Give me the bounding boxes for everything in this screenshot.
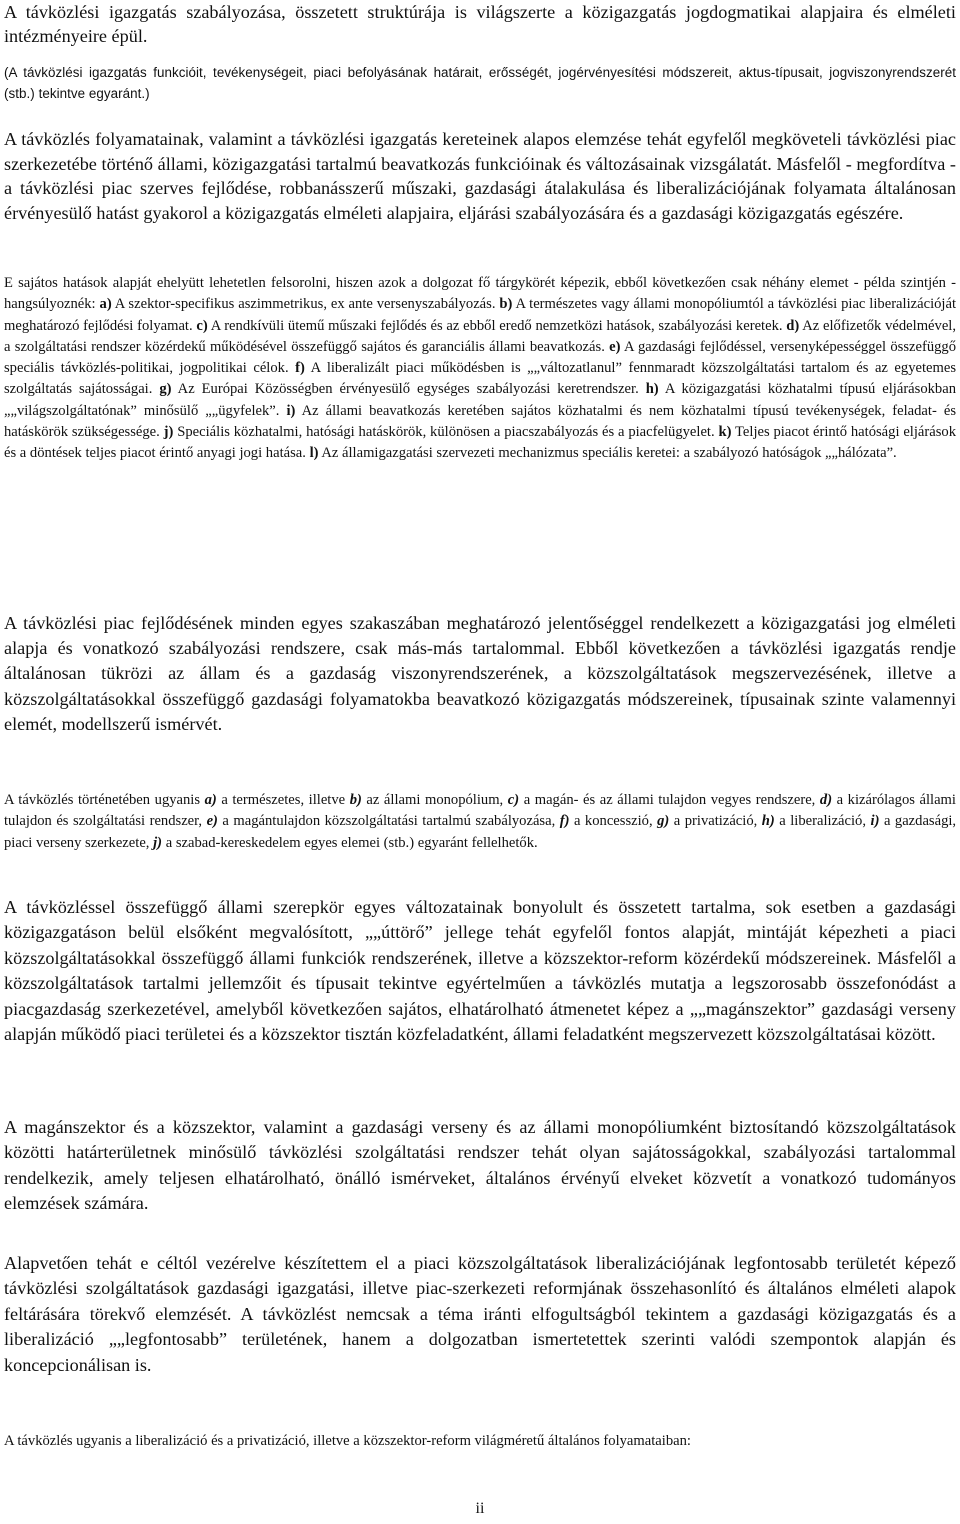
history-intro: A távközlés történetében ugyanis: [4, 792, 201, 808]
list-marker: j): [163, 424, 174, 441]
paragraph-sectors: A magánszektor és a közszektor, valamint a gazdasági verseny és az állami monopóliumként biztosítandó közszolgáltatások közötti határterületnek minősülő távközlési szolgáltatási rendszer tehát olyan sajátosságokkal, szabályozási tartalommal rendelkezik, amely teljesen elhatárolható, önálló ismérveket, általános érvényű elveket közvetít a vonatkozó tudományos elemzések számára.: [4, 1117, 956, 1214]
list-marker: d): [819, 792, 833, 808]
list-item-text: A szektor-specifikus aszimmetrikus, ex ante versenyszabályozás.: [114, 296, 496, 313]
list-item-text: Az előfizetők védelmével, a szolgáltatási rendszer közérdekű működésével összefüggő sajátos és garanciális állami beavatkozás.: [4, 317, 957, 355]
list-item-text: A természetes vagy állami monopóliumtól a távközlési piac liberalizációját meghatározó fejlődési folyamat.: [4, 296, 957, 334]
list-item-text: a magántulajdon közszolgáltatási tartalmú szabályozása,: [222, 813, 556, 830]
paragraph-analysis: A távközlés folyamatainak, valamint a távközlési igazgatás kereteinek alapos elemzése tehát egyfelől megköveteli távközlési piac szerkezetébe történő állami, közigazgatási tartalmú beavatkozás funkcióinak és változásainak vizsgálatát. Másfelől - megfordítva - a távközlési piac szerves fejlődése, robbanásszerű műszaki, gazdasági átalakulása és liberalizációjának folyamata általánosan érvényesülő hatást gyakorol a közigazgatás elméleti alapjaira, eljárási szabályozására és a gazdasági közigazgatás egészére.: [4, 129, 956, 223]
paragraph-intro: A távközlési igazgatás szabályozása, összetett struktúrája is világszerte a közigazgatás jogdogmatikai alapjaira és elméleti intézményeire épül.: [4, 2, 956, 47]
list-marker: i): [870, 813, 880, 830]
list-item-text: A közigazgatási közhatalmi típusú eljárásokban „„világszolgáltatónak” minősülő „„ügyfelek”.: [4, 381, 957, 419]
list-marker: b): [349, 792, 362, 808]
paragraph-effects-list: [4, 273, 956, 465]
paragraph-purpose: Alapvetően tehát e céltól vezérelve készítettem el a piaci közszolgáltatások liberalizációjának legfontosabb területét képező távközlési szolgáltatások gazdasági igazgatási, illetve piac-szerkezeti reformjának összehasonlító és általános elméleti alapok feltárására törekvő elemzését. A távközlést nemcsak a téma iránti elfogultságból tekintem a gazdasági közigazgatás és a liberalizáció „„legfontosabb” területének, hanem a dolgozatban ismertetettek szerinti valódi szempontok alapján és koncepcionálisan is.: [4, 1253, 956, 1375]
list-item-text: A liberalizált piaci működésben is „„változatlanul” fennmaradt közszolgáltatási tartalom és az egyetemes szolgáltatás sajátosságai.: [4, 360, 957, 398]
list-marker: a): [204, 792, 217, 808]
paragraph-parenthetical: (A távközlési igazgatás funkcióit, tevékenységeit, piaci befolyásának határait, erősségét, jogérvényesítési módszereit, aktus-típusait, jogviszonyrendszerét (stb.) tekintve egyaránt.): [4, 65, 956, 101]
list-item-text: Az állami beavatkozás keretében sajátos közhatalmi és nem közhatalmi típusú tevékenységek, feladat- és hatáskörök szükségessége.: [4, 402, 956, 441]
list-item-text: A rendkívüli ütemű műszaki fejlődés és az ebből eredő nemzetközi hatások, szabályozási keretek.: [210, 317, 783, 334]
effects-items: [4, 296, 956, 461]
list-marker: a): [99, 296, 112, 313]
list-item-text: Speciális közhatalmi, hatósági hatáskörök, különösen a piacszabályozás és a piacfelügyelet.: [177, 424, 715, 441]
list-marker: e): [206, 813, 218, 830]
list-marker: h): [645, 381, 659, 398]
paragraph-state-role: A távközléssel összefüggő állami szerepkör egyes változatainak bonyolult és összetett tartalma, sok esetben a gazdasági közigazgatáson belül elsőként megvalósított, „„úttörő” jellege tehát egyfelől fontos alapját, mintáját képezheti a piaci közszolgáltatásokkal összefüggő állami funkciók rendszerének, illetve a közszektor-reform közérdekű módszereinek. Másfelől a közszolgáltatások tartalmi jellemzőit és típusait tekintve egyértelműen a távközlés mutatja a legszorosabb összefonódást a piacgazdaság szerkezetével, amelyből következően sajátos, elhatárolható átmenetet képez a „„magánszektor” gazdasági verseny alapján működő piaci területei és a közszektor tisztán közfeladatként, állami feladatként megszervezett közszolgáltatásai között.: [4, 897, 956, 1045]
list-marker: f): [295, 360, 305, 377]
list-marker: j): [153, 834, 163, 851]
list-item-text: a privatizáció,: [673, 813, 758, 830]
list-marker: g): [159, 381, 172, 398]
list-marker: e): [609, 338, 621, 355]
list-marker: l): [309, 445, 319, 462]
effects-intro: E sajátos hatások alapját ehelyütt lehetetlen felsorolni, hiszen azok a dolgozat fő tárgykörét képezik, ebből következően csak néhány elemet - példa szintjén - hangsúlyoznék:: [4, 275, 956, 313]
list-item-text: a koncesszió,: [573, 813, 653, 830]
list-marker: c): [507, 792, 520, 808]
list-item-text: Az államigazgatási szervezeti mechanizmus speciális keretei: a szabályozó hatóságok „„hálózata”.: [321, 445, 897, 462]
list-marker: f): [559, 813, 570, 830]
list-marker: k): [718, 424, 732, 441]
page-number: ii: [475, 1500, 485, 1517]
list-marker: b): [499, 296, 513, 313]
list-item-text: a liberalizáció,: [779, 813, 867, 830]
list-item-text: a természetes, illetve: [221, 792, 346, 808]
list-item-text: a magán- és az állami tulajdon vegyes rendszere,: [523, 792, 816, 808]
list-marker: i): [286, 402, 296, 419]
list-item-text: a gazdasági, piaci verseny szerkezete,: [4, 813, 957, 851]
list-item-text: a kizárólagos állami tulajdon és szolgáltatási rendszer,: [4, 792, 956, 830]
list-item-text: A gazdasági fejlődéssel, versenyképességgel összefüggő speciális távközlés-politikai, jogpolitikai célok.: [4, 338, 957, 377]
list-item-text: Az Európai Közösségben érvényesülő egységes szabályozási keretrendszer.: [177, 381, 639, 398]
list-item-text: Teljes piacot érintő hatósági eljárások és a döntések teljes piacot érintő anyagi jogi hatása.: [4, 424, 957, 462]
paragraph-history-list: [4, 790, 956, 854]
list-marker: h): [761, 813, 775, 830]
list-marker: g): [657, 813, 670, 830]
list-marker: d): [786, 317, 800, 334]
list-item-text: az állami monopólium,: [366, 792, 504, 808]
paragraph-closing: A távközlés ugyanis a liberalizáció és a privatizáció, illetve a közszektor-reform világméretű általános folyamataiban:: [4, 1433, 691, 1449]
paragraph-development: A távközlési piac fejlődésének minden egyes szakaszában meghatározó jelentőséggel rendelkezett a közigazgatási jog elméleti alapja és vonatkozó szabályozási rendszere, csak más-más tartalommal. Ebből következően a távközlési igazgatás rendje általánosan tükrözi az állam és a gazdaság viszonyrendszerének, a közszolgáltatások megszervezésének, illetve a közszolgáltatásokkal összefüggő gazdasági folyamatokba beavatkozó közigazgatás módszereinek, típusainak szinte valamennyi elemét, modellszerű ismérvét.: [4, 613, 956, 734]
list-item-text: a szabad-kereskedelem egyes elemei (stb.) egyaránt fellelhetők.: [165, 834, 538, 851]
list-marker: c): [196, 317, 208, 334]
